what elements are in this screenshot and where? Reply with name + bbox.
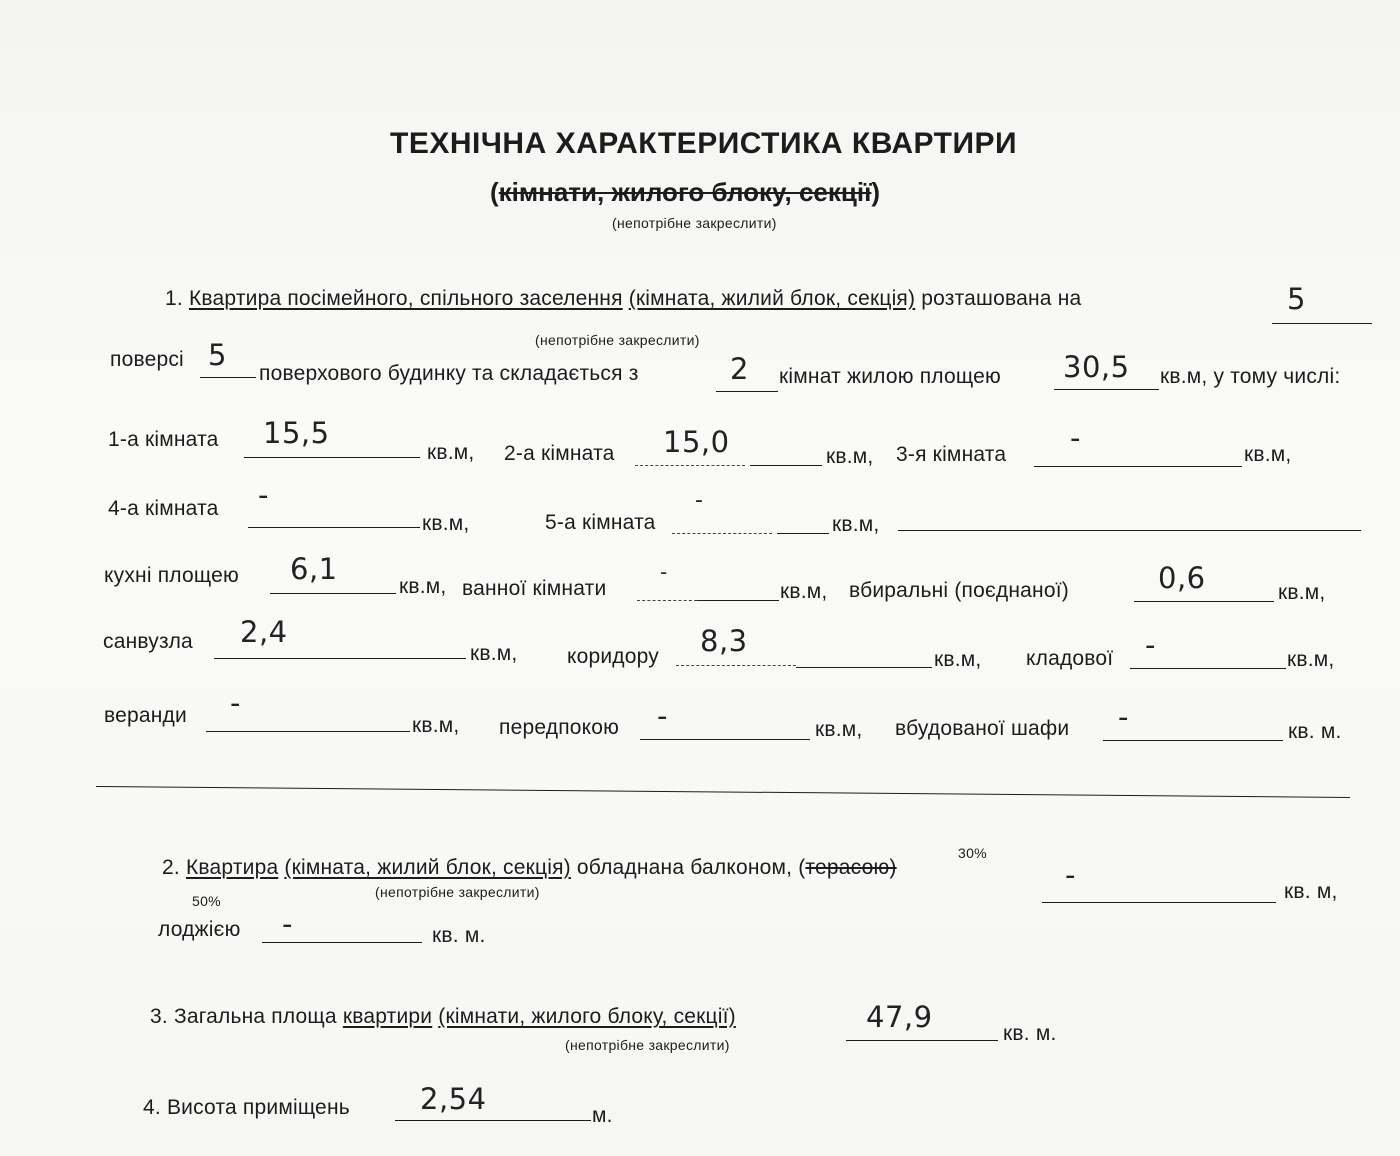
section1-number: 1. xyxy=(165,287,183,310)
kitchen-line xyxy=(270,593,396,594)
section2-struck: (кімната, жилий блок, секція) xyxy=(284,856,571,879)
terrace-struck: терасою) xyxy=(805,856,897,879)
storage-line xyxy=(1130,668,1286,669)
bathroom-label: ванної кімнати xyxy=(462,577,607,600)
toilet-unit: кв.м, xyxy=(1278,581,1326,604)
corridor-value: 8,3 xyxy=(700,624,748,658)
kitchen-value: 6,1 xyxy=(290,552,338,586)
rooms-value: 2 xyxy=(730,352,749,386)
section3-note: (непотрібне закреслити) xyxy=(565,1037,730,1053)
loggia-label: лоджією xyxy=(158,918,241,941)
sanvuzol-line xyxy=(214,658,466,659)
room1-line xyxy=(244,457,420,458)
bathroom-line xyxy=(697,600,779,601)
loggia-value: - xyxy=(282,907,293,941)
section3-struck: (кімнати, жилого блоку, секції) xyxy=(438,1005,736,1028)
floors-value: 5 xyxy=(208,338,227,372)
storage-value: - xyxy=(1145,628,1156,662)
corridor-unit: кв.м, xyxy=(934,648,982,671)
height-value: 2,54 xyxy=(420,1082,487,1116)
section-separator xyxy=(96,786,1350,798)
section2-underlined: Квартира xyxy=(185,856,279,879)
section1-note: (непотрібне закреслити) xyxy=(535,332,700,348)
bathroom-line-dotted xyxy=(637,600,697,601)
loggia-line xyxy=(262,942,422,943)
room5-line-dotted xyxy=(672,533,772,534)
room4-label: 4-а кімната xyxy=(108,497,219,520)
sanvuzol-value: 2,4 xyxy=(240,615,288,649)
subtitle-open: ( xyxy=(490,177,499,207)
hall-line xyxy=(640,739,810,740)
subtitle-note: (непотрібне закреслити) xyxy=(612,215,777,231)
pct-50: 50% xyxy=(192,893,221,909)
room4-line xyxy=(248,527,420,528)
sanvuzol-label: санвузла xyxy=(103,630,193,653)
section2-note: (непотрібне закреслити) xyxy=(375,884,540,900)
room5-label: 5-а кімната xyxy=(545,511,656,534)
living-line xyxy=(1054,389,1159,390)
bathroom-unit: кв.м, xyxy=(780,580,828,603)
section2-line1 xyxy=(162,856,897,880)
storage-unit: кв.м, xyxy=(1287,648,1335,671)
room1-label: 1-а кімната xyxy=(108,428,219,451)
room3-label: 3-я кімната xyxy=(896,443,1007,466)
section1-intro-tail: розташована на xyxy=(921,287,1082,310)
toilet-label: вбиральні (поєднаної) xyxy=(849,579,1069,602)
wardrobe-label: вбудованої шафи xyxy=(895,717,1070,740)
room1-value: 15,5 xyxy=(263,416,330,450)
subtitle-struck: кімнати, жилого блоку, секції xyxy=(498,177,872,207)
building-label: поверхового будинку та складається з xyxy=(259,362,639,385)
kitchen-unit: кв.м, xyxy=(399,575,447,598)
corridor-line xyxy=(796,667,932,668)
veranda-label: веранди xyxy=(104,704,187,727)
hall-label: передпокою xyxy=(499,716,620,739)
hall-value: - xyxy=(657,699,668,733)
sanvuzol-unit: кв.м, xyxy=(470,642,518,665)
bathroom-value: - xyxy=(660,560,668,584)
room2-line xyxy=(750,465,822,466)
section3-line xyxy=(150,1005,736,1029)
pct-30: 30% xyxy=(958,845,987,861)
section3-text: 3. Загальна площа xyxy=(150,1005,337,1028)
rooms-label: кімнат жилою площею xyxy=(779,365,1001,388)
balcony-unit: кв. м, xyxy=(1284,880,1338,903)
section4-text: 4. Висота приміщень xyxy=(143,1096,350,1119)
rooms-line xyxy=(716,391,778,392)
loggia-unit: кв. м. xyxy=(432,924,486,947)
room2-unit: кв.м, xyxy=(826,445,874,468)
toilet-value: 0,6 xyxy=(1158,561,1206,595)
height-line xyxy=(395,1120,591,1121)
room3-unit: кв.м, xyxy=(1244,443,1292,466)
floor-value: 5 xyxy=(1287,282,1306,316)
room5-extra-line xyxy=(898,530,1361,531)
room3-value: - xyxy=(1070,421,1081,455)
floor-line xyxy=(1272,323,1372,324)
wardrobe-unit: кв. м. xyxy=(1288,720,1342,743)
corridor-label: коридору xyxy=(567,645,659,668)
room2-label: 2-а кімната xyxy=(504,442,615,465)
toilet-line xyxy=(1134,601,1274,602)
room5-line xyxy=(777,533,829,534)
room2-line-dotted xyxy=(635,465,745,466)
room3-line xyxy=(1034,466,1242,467)
total-area-line xyxy=(846,1040,998,1041)
floors-line xyxy=(200,377,256,378)
section1-intro-underlined: Квартира посімейного, спільного заселення xyxy=(188,287,623,310)
section2-number: 2. xyxy=(162,856,180,879)
room4-unit: кв.м, xyxy=(422,512,470,535)
veranda-line xyxy=(206,731,410,732)
balcony-value: - xyxy=(1065,858,1076,892)
room4-value: - xyxy=(258,478,269,512)
storage-label: кладової xyxy=(1026,647,1114,670)
section1-intro-struck: (кімната, жилий блок, секція) xyxy=(628,287,916,310)
section1-intro xyxy=(165,287,1081,311)
veranda-value: - xyxy=(230,686,241,720)
room5-value: - xyxy=(695,488,704,513)
subtitle-close: ) xyxy=(871,177,881,207)
section2-text1: обладнана балконом, ( xyxy=(576,856,806,879)
room2-value: 15,0 xyxy=(663,425,730,459)
total-area-value: 47,9 xyxy=(866,1000,933,1034)
height-unit: м. xyxy=(592,1104,613,1127)
document-title: ТЕХНІЧНА ХАРАКТЕРИСТИКА КВАРТИРИ xyxy=(390,127,1018,160)
balcony-line xyxy=(1042,902,1276,903)
corridor-line-dotted xyxy=(676,665,796,666)
wardrobe-value: - xyxy=(1118,700,1129,734)
document-subtitle xyxy=(490,177,880,208)
room1-unit: кв.м, xyxy=(427,441,475,464)
section3-underlined: квартири xyxy=(342,1005,433,1028)
living-value: 30,5 xyxy=(1063,350,1130,384)
total-area-unit: кв. м. xyxy=(1003,1022,1057,1045)
poverkhi-label: поверсі xyxy=(110,348,184,371)
kitchen-label: кухні площею xyxy=(104,564,239,587)
living-unit: кв.м, у тому числі: xyxy=(1160,365,1341,388)
wardrobe-line xyxy=(1103,740,1283,741)
room5-unit: кв.м, xyxy=(832,513,880,536)
hall-unit: кв.м, xyxy=(815,718,863,741)
veranda-unit: кв.м, xyxy=(412,714,460,737)
